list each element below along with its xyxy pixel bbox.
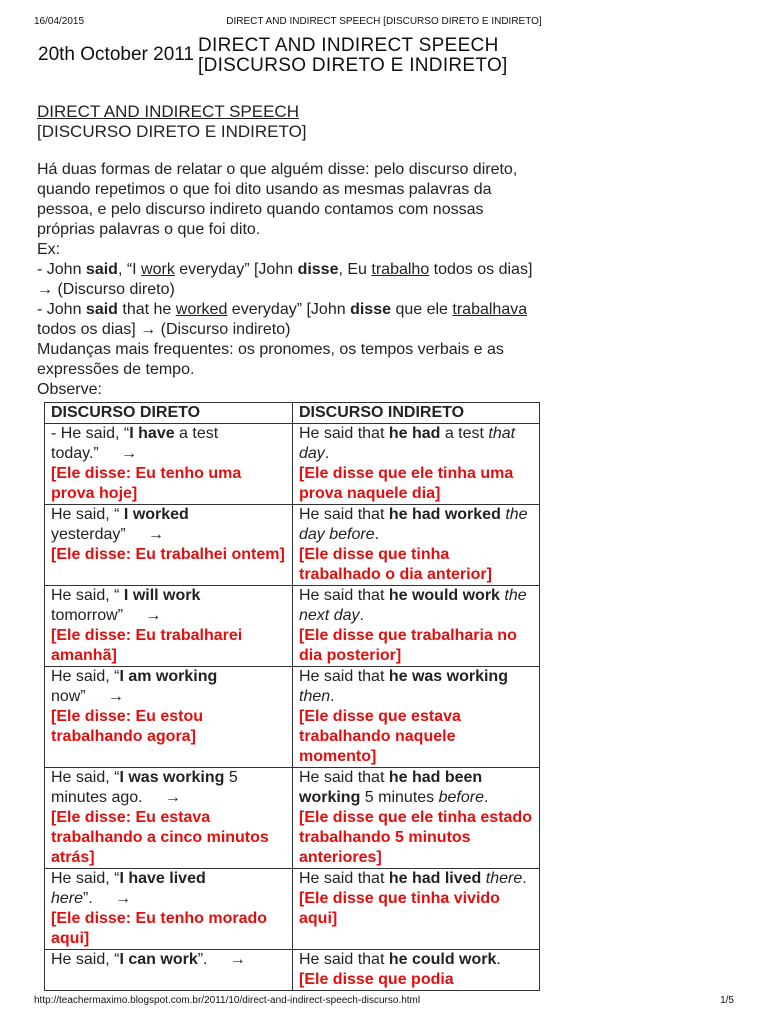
print-header xyxy=(34,16,734,30)
post-date: 20th October 2011 xyxy=(38,44,194,65)
cell-text: the next day xyxy=(299,587,527,624)
section-title xyxy=(37,102,542,142)
post-header xyxy=(38,36,738,80)
indirect-sentence xyxy=(299,424,533,464)
arrow-icon: → xyxy=(147,526,164,543)
cell-text: He said, “ xyxy=(51,587,124,604)
cell-text: ”. xyxy=(83,890,93,907)
example-direct: - John said, “I work everyday” [John disse, Eu trabalho todos os dias] → (Discurso direto) xyxy=(37,261,533,298)
cell-text: He said, “ xyxy=(51,769,120,786)
direct-sentence xyxy=(51,869,286,909)
post-title-line2: [DISCURSO DIRETO E INDIRETO] xyxy=(198,55,508,76)
cell-text: He said that xyxy=(299,506,389,523)
indirect-sentence xyxy=(299,768,533,808)
direct-sentence xyxy=(51,586,286,626)
direct-sentence xyxy=(51,768,286,808)
table-row xyxy=(45,505,540,586)
header-direct: DISCURSO DIRETO xyxy=(45,403,293,424)
indirect-translation: [Ele disse que ele tinha estado trabalhando 5 minutos anteriores] xyxy=(299,809,532,866)
cell-text: . xyxy=(330,688,335,705)
table-row xyxy=(45,768,540,869)
direct-speech-cell xyxy=(45,424,293,505)
cell-text: he had worked xyxy=(388,506,501,523)
indirect-sentence xyxy=(299,505,533,545)
table-row xyxy=(45,586,540,667)
intro-paragraph: Há duas formas de relatar o que alguém disse: pelo discurso direto, quando repetimos o que foi dito usando as mesmas palavras da pessoa, e pelo discurso indireto quando contamos com nossas próprias palavras o que foi dito. xyxy=(37,161,518,238)
cell-text: I was working xyxy=(119,769,225,786)
post-title-line1: DIRECT AND INDIRECT SPEECH xyxy=(198,35,499,56)
arrow-icon: → xyxy=(164,789,181,806)
direct-speech-cell xyxy=(45,768,293,869)
indirect-speech-cell xyxy=(293,424,540,505)
indirect-speech-cell xyxy=(293,950,540,991)
cell-text: he had xyxy=(388,425,441,442)
indirect-sentence xyxy=(299,950,533,970)
cell-text: he would work xyxy=(388,587,500,604)
cell-text: . xyxy=(359,607,364,624)
direct-sentence xyxy=(51,505,286,545)
cell-text: tomorrow” xyxy=(51,607,124,624)
table-row xyxy=(45,667,540,768)
arrow-icon: → xyxy=(229,951,246,968)
cell-text: I have lived xyxy=(119,870,206,887)
arrow-icon: → xyxy=(140,321,157,338)
direct-speech-cell xyxy=(45,667,293,768)
direct-sentence xyxy=(51,950,286,970)
cell-text: He said that xyxy=(299,769,389,786)
print-footer xyxy=(34,995,734,1009)
indirect-translation: [Ele disse que trabalharia no dia posterior] xyxy=(299,627,517,664)
cell-text: He said, “ xyxy=(51,951,120,968)
print-document-title: DIRECT AND INDIRECT SPEECH [DISCURSO DIRETO E INDIRETO] xyxy=(226,16,542,27)
indirect-translation: [Ele disse que ele tinha uma prova naquele dia] xyxy=(299,465,514,502)
direct-translation: [Ele disse: Eu trabalhei ontem] xyxy=(51,546,285,563)
indirect-translation: [Ele disse que podia xyxy=(299,971,454,988)
cell-text: . xyxy=(374,526,380,543)
table-row xyxy=(45,424,540,505)
page-url[interactable]: http://teachermaximo.blogspot.com.br/2011/10/direct-and-indirect-speech-discurso.html xyxy=(34,995,421,1006)
page-number: 1/5 xyxy=(720,995,734,1006)
cell-text: He said that xyxy=(299,587,389,604)
post-title[interactable] xyxy=(198,36,508,76)
direct-speech-cell xyxy=(45,505,293,586)
table-header-row xyxy=(45,403,540,424)
direct-translation: [Ele disse: Eu estou trabalhando agora] xyxy=(51,708,204,745)
direct-translation: [Ele disse: Eu tenho morado aqui] xyxy=(51,910,268,947)
cell-text: I will work xyxy=(123,587,201,604)
cell-text: He said that xyxy=(299,951,389,968)
intro-text xyxy=(37,160,542,400)
indirect-sentence xyxy=(299,667,533,707)
cell-text: He said, “ xyxy=(51,668,120,685)
direct-speech-cell xyxy=(45,586,293,667)
cell-text: the day before xyxy=(299,506,528,543)
indirect-speech-cell xyxy=(293,505,540,586)
cell-text: . xyxy=(483,789,489,806)
indirect-sentence xyxy=(299,586,533,626)
cell-text: that day xyxy=(299,425,516,462)
example-label: Ex: xyxy=(37,241,61,258)
cell-text: now” xyxy=(51,688,86,705)
header-indirect: DISCURSO INDIRETO xyxy=(293,403,540,424)
cell-text: - He said, “ xyxy=(51,425,130,442)
section-title-line1: DIRECT AND INDIRECT SPEECH xyxy=(37,102,299,121)
cell-text: . xyxy=(324,445,330,462)
cell-text: I am working xyxy=(119,668,218,685)
cell-text: there xyxy=(485,870,523,887)
cell-text: . xyxy=(496,951,501,968)
cell-text: a test today.” xyxy=(51,425,219,462)
cell-text: ”. xyxy=(197,951,208,968)
cell-text: I have xyxy=(129,425,175,442)
arrow-icon: → xyxy=(37,281,53,298)
cell-text: I can work xyxy=(119,951,198,968)
arrow-icon: → xyxy=(145,607,162,624)
cell-text: he had been working xyxy=(299,769,483,806)
cell-text: he had lived xyxy=(388,870,482,887)
direct-translation: [Ele disse: Eu trabalharei amanhã] xyxy=(51,627,243,664)
indirect-translation: [Ele disse que tinha vivido aqui] xyxy=(299,890,500,927)
indirect-speech-cell xyxy=(293,768,540,869)
table-row xyxy=(45,869,540,950)
speech-table xyxy=(44,402,540,991)
indirect-speech-cell xyxy=(293,869,540,950)
cell-text: He said, “ xyxy=(51,506,124,523)
observe-label: Observe: xyxy=(37,381,102,398)
arrow-icon: → xyxy=(115,890,132,907)
table-row xyxy=(45,950,540,991)
cell-text: I worked xyxy=(123,506,189,523)
cell-text: 5 minutes ago. xyxy=(51,769,238,806)
cell-text: He said that xyxy=(299,425,389,442)
direct-translation: [Ele disse: Eu tenho uma prova hoje] xyxy=(51,465,242,502)
cell-text: a test xyxy=(440,425,489,442)
direct-speech-cell xyxy=(45,869,293,950)
section-title-line2: [DISCURSO DIRETO E INDIRETO] xyxy=(37,122,307,141)
cell-text: he could work xyxy=(388,951,497,968)
indirect-speech-cell xyxy=(293,667,540,768)
indirect-sentence xyxy=(299,869,533,889)
cell-text: He said that xyxy=(299,870,389,887)
direct-sentence xyxy=(51,667,286,707)
cell-text: yesterday” xyxy=(51,526,126,543)
direct-sentence xyxy=(51,424,286,464)
cell-text: He said that xyxy=(299,668,389,685)
arrow-icon: → xyxy=(120,445,137,462)
cell-text: before xyxy=(438,789,484,806)
changes-text: Mudanças mais frequentes: os pronomes, os tempos verbais e as expressões de tempo. xyxy=(37,341,504,378)
cell-text: here xyxy=(51,890,84,907)
indirect-translation: [Ele disse que tinha trabalhado o dia anterior] xyxy=(299,546,492,583)
arrow-icon: → xyxy=(107,688,124,705)
cell-text: then xyxy=(299,688,331,705)
cell-text: He said, “ xyxy=(51,870,120,887)
cell-text: 5 minutes xyxy=(360,789,439,806)
direct-translation: [Ele disse: Eu estava trabalhando a cinco minutos atrás] xyxy=(51,809,269,866)
cell-text: . xyxy=(522,870,527,887)
example-indirect: - John said that he worked everyday” [John disse que ele trabalhava todos os dias] → (Discurso indireto) xyxy=(37,301,528,338)
direct-speech-cell xyxy=(45,950,293,991)
print-date: 16/04/2015 xyxy=(34,16,85,27)
post-body xyxy=(37,102,542,991)
cell-text: he was working xyxy=(388,668,508,685)
indirect-translation: [Ele disse que estava trabalhando naquele momento] xyxy=(299,708,461,765)
indirect-speech-cell xyxy=(293,586,540,667)
